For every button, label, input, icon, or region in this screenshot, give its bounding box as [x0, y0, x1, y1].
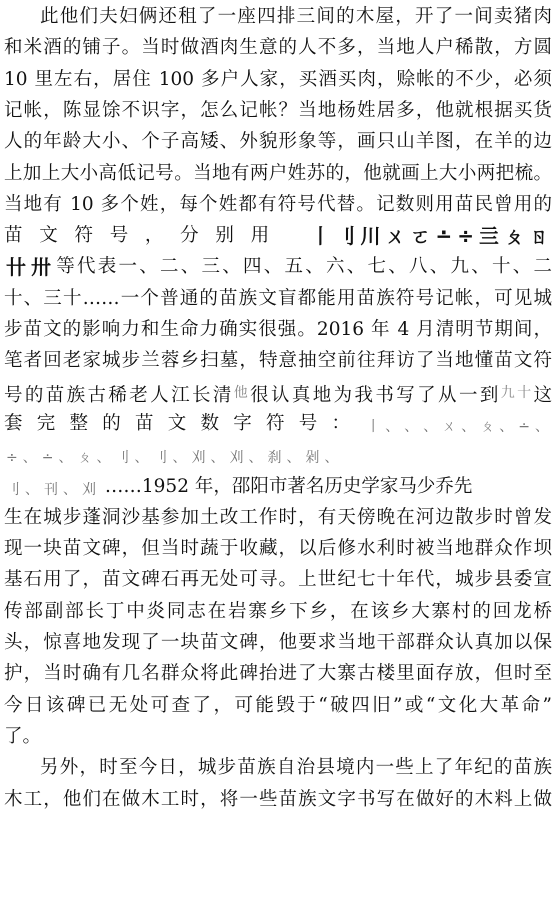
text-run: 传部副部长丁中炎同志在岩寨乡下乡，在该乡大寨村的回龙桥 — [4, 600, 552, 622]
text-run: 10 里左右，居住 100 多户人家，买酒买肉，赊帐的不少，必须 — [4, 68, 552, 90]
text-line — [0, 348, 554, 378]
handwritten-miao-symbol: 、 — [324, 450, 340, 467]
miao-numeral-symbol: ㄛ — [410, 224, 432, 249]
text-run: 等代表一、二、三、四、五、六、七、八、九、十、二 — [54, 256, 552, 278]
handwritten-miao-symbol: 、 — [404, 418, 420, 435]
handwritten-miao-symbol: 、 — [248, 450, 264, 467]
handwritten-miao-symbol: ∸ — [41, 450, 55, 467]
handwritten-miao-symbol: 刊 — [44, 481, 59, 498]
text-run: ……1952 年，邵阳市著名历史学家马少乔先 — [99, 475, 473, 497]
handwritten-miao-symbol: ÷ — [6, 450, 19, 467]
handwritten-miao-symbol: 、 — [535, 418, 550, 435]
handwritten-miao-symbol: ㄆ — [480, 418, 496, 435]
text-run: 此他们夫妇俩还租了一座四排三间的木屋，开了一间卖猪肉 — [40, 6, 552, 27]
text-run: 当地有 10 多个姓，每个姓都有符号代替。记数则用苗民曾用的 — [4, 193, 552, 215]
handwritten-miao-symbol: 、 — [210, 450, 226, 467]
handwritten-miao-symbol: 丨 — [366, 418, 382, 435]
miao-numeral-symbol: ㄨ — [385, 224, 407, 249]
handwritten-miao-symbol: 、 — [172, 450, 188, 467]
text-line — [0, 661, 554, 691]
miao-numeral-symbol: 刂 — [335, 224, 357, 249]
handwritten-miao-symbol: ㄆ — [77, 450, 93, 467]
handwritten-miao-symbol: 刈 — [191, 450, 207, 467]
handwritten-miao-symbol: 刹 — [267, 450, 283, 467]
text-run: 步苗文的影响力和生命力确实很强。2016 年 4 月清明节期间， — [4, 319, 552, 340]
miao-numeral-symbol: 丨 — [310, 224, 332, 249]
text-run: 记帐，陈显馀不识字，怎么记帐？当地杨姓居多，他就根据买货 — [4, 99, 552, 121]
miao-numeral-symbol: ∸ — [435, 224, 454, 249]
text-run: 上加上大小高低记号。当地有两户姓苏的，他就画上大小两把梳。 — [4, 162, 552, 184]
handwritten-miao-symbol: ㄨ — [442, 418, 458, 435]
miao-numeral-symbol: ㄆ — [504, 224, 525, 249]
handwritten-miao-symbol: 、 — [22, 450, 38, 467]
text-run: 今日该碑已无处可查了，可能毁于“破四旧”或“文化大革命” — [4, 694, 552, 716]
handwritten-miao-symbol: 剁 — [305, 450, 321, 467]
handwritten-miao-symbol: 刂 — [153, 450, 169, 467]
handwritten-smudge: 他 — [233, 384, 251, 401]
text-run: 这 — [533, 384, 552, 406]
handwritten-miao-symbol: 、 — [134, 450, 150, 467]
text-line — [0, 161, 554, 191]
handwritten-miao-symbol: 刈 — [229, 450, 245, 467]
text-line — [0, 787, 554, 817]
text-line — [0, 254, 554, 284]
text-run: 号的苗族古稀老人江长清 — [4, 384, 234, 406]
text-line — [0, 505, 554, 535]
text-run: 很认真地为我书写了从一到 — [250, 384, 501, 406]
text-line — [0, 129, 554, 159]
text-line — [0, 223, 554, 253]
handwritten-miao-symbol: 、 — [499, 418, 515, 435]
text-run: 和米酒的铺子。当时做酒肉生意的人不多，当地人户稀散，方圆 — [4, 37, 552, 59]
text-line — [0, 192, 554, 222]
text-run: 苗文符号，分别用 — [4, 225, 309, 247]
miao-numeral-symbol: ÷ — [457, 224, 475, 249]
handwritten-miao-symbol: 刂 — [6, 481, 21, 498]
handwritten-miao-symbol: 、 — [461, 418, 477, 435]
text-line — [0, 380, 554, 410]
text-run: 头，惊喜地发现了一块苗文碑，他要求当地干部群众认真加以保 — [4, 632, 552, 653]
text-line — [0, 4, 554, 34]
text-run: 套完整的苗文数字符号： — [4, 412, 365, 434]
handwritten-miao-symbol: 刈 — [82, 481, 97, 498]
text-line — [0, 536, 554, 566]
text-run: 现一块苗文碑，但当时蔬于收藏，以后修水利时被当地群众作坝 — [4, 538, 552, 560]
miao-numeral-symbol: 卄 — [6, 255, 27, 280]
text-run: 木工，他们在做木工时，将一些苗族文字书写在做好的木料上做 — [4, 788, 552, 810]
handwritten-miao-symbol: 、 — [96, 450, 112, 467]
handwritten-smudge: 九十 — [500, 384, 534, 401]
text-line — [0, 317, 554, 347]
text-line — [0, 693, 554, 723]
text-line — [0, 724, 554, 754]
handwritten-miao-symbol: ∸ — [518, 418, 531, 435]
handwritten-miao-symbol: 、 — [25, 481, 40, 498]
text-line — [0, 630, 554, 660]
text-line — [0, 35, 554, 65]
text-line — [0, 286, 554, 316]
text-line — [0, 98, 554, 128]
handwritten-miao-symbol: 刂 — [115, 450, 131, 467]
miao-numeral-symbol: 川 — [360, 224, 382, 249]
text-line — [0, 474, 554, 504]
handwritten-miao-symbol: 、 — [286, 450, 302, 467]
text-run: 笔者回老家城步兰蓉乡扫墓，特意抽空前往拜访了当地懂苗文符 — [4, 350, 552, 372]
text-run: 另外，时至今日，城步苗族自治县境内一些上了年纪的苗族 — [40, 757, 552, 779]
handwritten-miao-symbol: 、 — [423, 418, 439, 435]
text-run: 基石用了，苗文碑石再无处可寻。上世纪七十年代，城步县委宣 — [4, 569, 552, 591]
text-line — [0, 411, 554, 441]
text-line — [0, 755, 554, 785]
text-run: 十、三十……一个普通的苗族文盲都能用苗族符号记帐，可见城 — [4, 287, 552, 309]
text-line — [0, 442, 554, 472]
text-run: 人的年龄大小、个子高矮、外貌形象等，画只山羊图，在羊的边 — [4, 131, 552, 153]
text-run: 护，当时确有几名群众将此碑抬进了大寨古楼里面存放，但时至 — [4, 663, 552, 685]
text-run: 生在城步蓬洞沙基参加土改工作时，有天傍晚在河边散步时曾发 — [4, 506, 552, 528]
handwritten-miao-symbol: 、 — [58, 450, 74, 467]
miao-numeral-symbol: 亖 — [479, 224, 500, 249]
text-line — [0, 67, 554, 97]
text-run: 了。 — [4, 725, 42, 747]
handwritten-miao-symbol: 、 — [63, 481, 78, 498]
handwritten-miao-symbol: 、 — [385, 418, 401, 435]
text-line — [0, 567, 554, 597]
miao-numeral-symbol: 卅 — [31, 255, 52, 280]
miao-numeral-symbol: ㄖ — [529, 224, 550, 249]
text-line — [0, 599, 554, 629]
